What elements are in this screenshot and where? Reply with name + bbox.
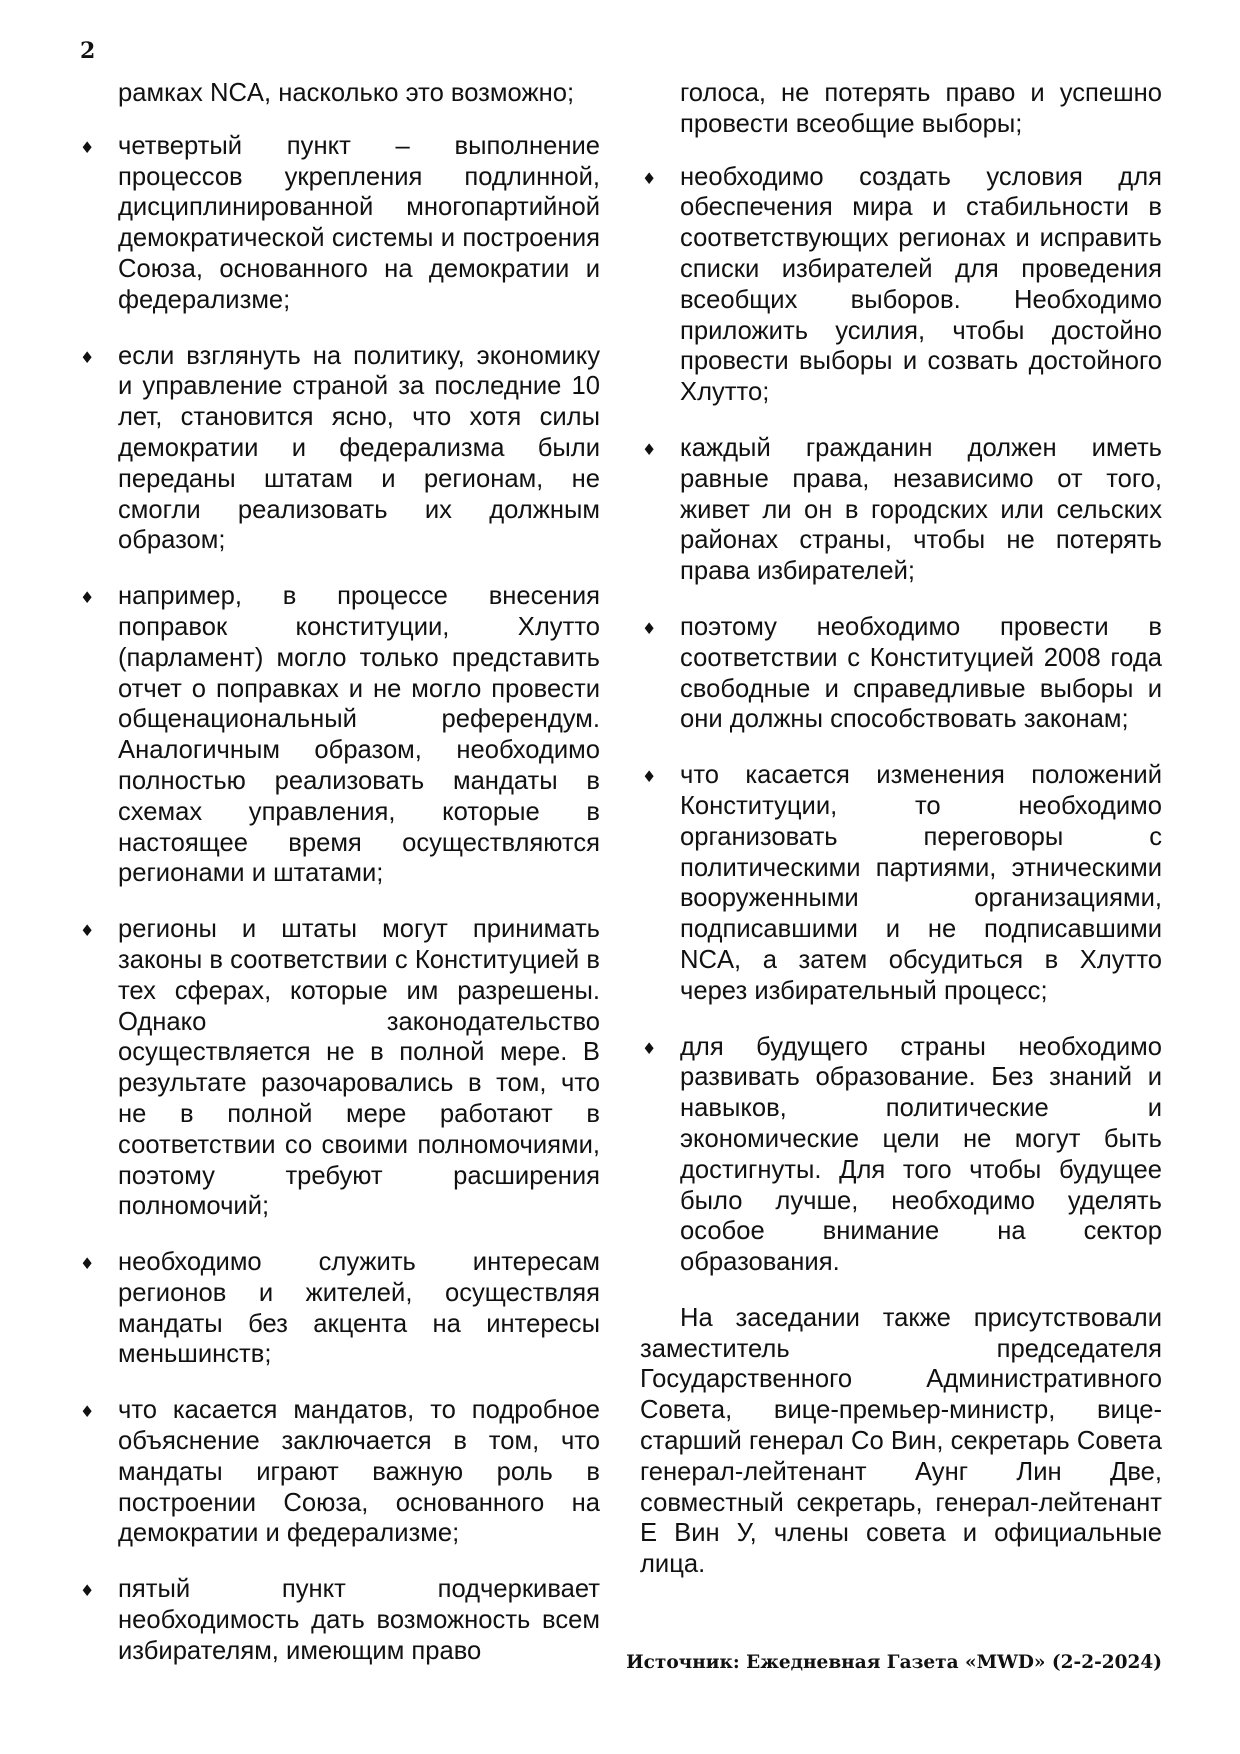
bullet-list	[78, 131, 600, 1667]
continued-paragraph: рамках NCA, насколько это возможно;	[118, 79, 575, 107]
page-number: 2	[80, 38, 96, 64]
list-item-text: для будущего страны необходимо развивать образование. Без знаний и навыков, политические и экономические цели не могут быть достигнуты. Для того чтобы будущее было лучше, необходимо уделять особое внимание на сектор образования.	[680, 1032, 1162, 1277]
diamond-bullet-icon: ♦	[80, 1254, 95, 1274]
diamond-bullet-icon: ♦	[80, 137, 95, 157]
source-citation: Источник: Ежедневная Газета «MWD» (2-2-2024)	[626, 1652, 1162, 1673]
diamond-bullet-icon: ♦	[642, 439, 657, 459]
list-item-text: что касается мандатов, то подробное объяснение заключается в том, что мандаты играют важную роль в построении Союза, основанного на демократии и федерализме;	[118, 1396, 600, 1548]
diamond-bullet-icon: ♦	[642, 1038, 657, 1058]
list-item-text: пятый пункт подчеркивает необходимость дать возможность всем избирателям, имеющим право	[118, 1575, 600, 1665]
list-item	[78, 341, 600, 557]
list-item	[78, 914, 600, 1222]
diamond-bullet-icon: ♦	[80, 1402, 95, 1422]
list-item	[78, 131, 600, 316]
list-item-text: если взглянуть на политику, экономику и управление страной за последние 10 лет, становится ясно, что хотя силы демократии и федерализма были переданы штатам и регионам, не смогли реализовать их должным образом;	[118, 341, 600, 555]
diamond-bullet-icon: ♦	[642, 168, 657, 188]
list-item-text: каждый гражданин должен иметь равные права, независимо от того, живет ли он в городских или сельских районах страны, чтобы не потерять права избирателей;	[680, 433, 1162, 586]
list-item-text: необходимо служить интересам регионов и жителей, осуществляя мандаты без акцента на интересы меньшинств;	[118, 1248, 600, 1369]
list-item	[78, 1247, 600, 1370]
diamond-bullet-icon: ♦	[642, 618, 657, 638]
list-item	[640, 433, 1162, 587]
diamond-bullet-icon: ♦	[80, 1581, 95, 1601]
left-column	[78, 78, 600, 1692]
list-item-text: четвертый пункт – выполнение процессов укрепления подлинной, дисциплинированной многопартийной демократической системы и построения Союза, основанного на демократии и федерализме;	[118, 131, 600, 314]
diamond-bullet-icon: ♦	[642, 767, 657, 787]
list-item	[640, 162, 1162, 408]
list-item-text: поэтому необходимо провести в соответствии с Конституцией 2008 года свободные и справедливые выборы и они должны способствовать законам;	[680, 612, 1162, 734]
diamond-bullet-icon: ♦	[80, 347, 95, 367]
diamond-bullet-icon: ♦	[80, 588, 95, 608]
list-item	[78, 1574, 600, 1666]
list-item-text: что касается изменения положений Конституции, то необходимо организовать переговоры с политическими партиями, этническими вооруженными организациями, подписавшими и не подписавшими NCA, а затем обсудиться в Хлутто через избирательный процесс;	[680, 761, 1162, 1005]
continued-paragraph: голоса, не потерять право и успешно провести всеобщие выборы;	[680, 79, 1162, 138]
list-item-text: например, в процессе внесения поправок конституции, Хлутто (парламент) могло только представить отчет о поправках и не могло провести общенациональный референдум. Аналогичным образом, необходимо полностью реализовать мандаты в схемах управления, которые в настоящее время осуществляются регионами и штатами;	[118, 582, 600, 888]
diamond-bullet-icon: ♦	[80, 921, 95, 941]
list-item	[640, 612, 1162, 735]
bullet-list	[640, 162, 1162, 1278]
right-column	[640, 78, 1162, 1580]
list-item	[640, 1032, 1162, 1278]
list-item	[78, 1395, 600, 1549]
list-item	[640, 760, 1162, 1006]
closing-paragraph: На заседании также присутствовали заместитель председателя Государственного Административного Совета, вице-премьер-министр, вице-старший генерал Со Вин, секретарь Совета генерал-лейтенант Аунг Лин Две, совместный секретарь, генерал-лейтенант Е Вин У, члены совета и официальные лица.	[640, 1303, 1162, 1579]
list-item-text: регионы и штаты могут принимать законы в соответствии с Конституцией в тех сферах, которые им разрешены. Однако законодательство осуществляется не в полной мере. В результате разочаровались в том, что не в полной мере работают в соответствии со своими полномочиями, поэтому требуют расширения полномочий;	[118, 915, 600, 1221]
list-item-text: необходимо создать условия для обеспечения мира и стабильности в соответствующих регионах и исправить списки избирателей для проведения всеобщих выборов. Необходимо приложить усилия, чтобы достойно провести выборы и созвать достойного Хлутто;	[680, 162, 1162, 407]
list-item	[78, 581, 600, 889]
